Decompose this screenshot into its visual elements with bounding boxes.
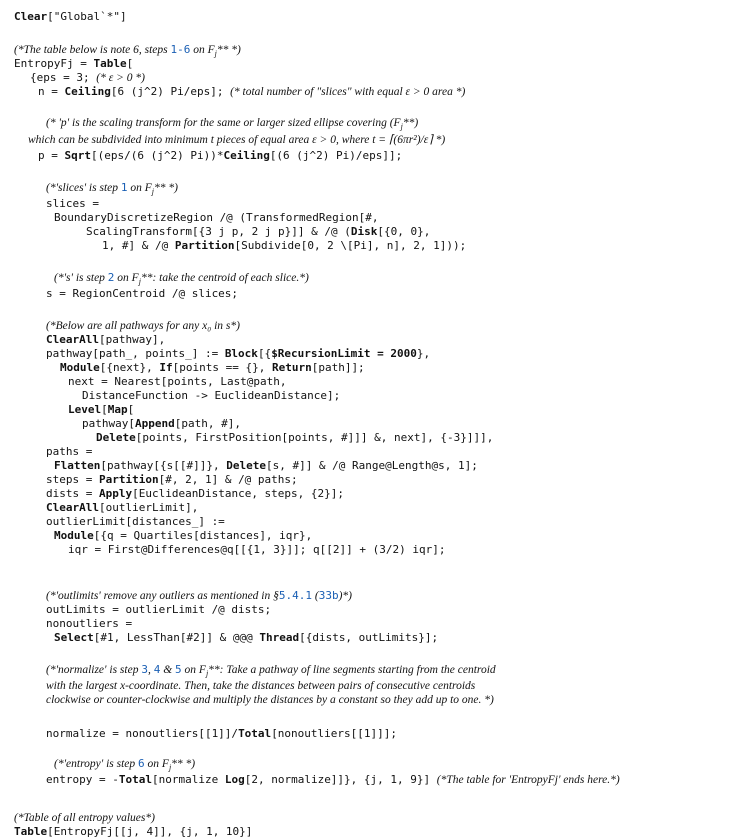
code-text: next = Nearest[points, Last@path,: [68, 375, 287, 388]
code-line: [96, 431, 493, 445]
code-text: [(eps/(6 (j^2) Pi))*: [91, 149, 224, 162]
code-line: [46, 333, 165, 347]
code-text: [points, FirstPosition[points, #]]] &, next], {-3}]]],: [135, 431, 494, 444]
code-comment: (* total number of "slices" with equal ε > 0 area *): [230, 86, 466, 98]
code-comment: on F: [144, 758, 169, 770]
cross-reference-link[interactable]: 3: [141, 663, 148, 676]
cross-reference-link[interactable]: 1-6: [170, 43, 191, 56]
subscript-index: j: [138, 277, 141, 287]
code-comment: ** *): [171, 758, 196, 770]
code-text: dists =: [46, 487, 99, 500]
code-line: [38, 149, 402, 163]
code-keyword: Table: [14, 825, 48, 838]
code-line: [46, 445, 92, 459]
code-keyword: = 2000: [370, 347, 417, 360]
code-line: [14, 825, 252, 839]
code-comment: (*The table below is note 6, steps: [14, 44, 171, 56]
code-line: [54, 631, 438, 645]
cross-reference-link[interactable]: 5: [175, 663, 182, 676]
cross-reference-link[interactable]: 2: [107, 271, 115, 284]
cross-reference-link[interactable]: 5.4.1: [278, 589, 312, 602]
code-keyword: Table: [93, 57, 127, 70]
code-line: [54, 271, 309, 285]
code-comment: on F: [190, 44, 215, 56]
code-keyword: Module: [54, 529, 94, 542]
code-text: [: [101, 403, 108, 416]
code-comment: **: Take a pathway of line segments starting from the centroid: [208, 664, 496, 676]
code-line: [82, 389, 340, 403]
code-comment: (*'outlimits' remove any outliers as mentioned in §: [46, 590, 279, 602]
code-text: [#, 2, 1] & /@ paths;: [158, 473, 298, 486]
code-keyword: Log: [224, 773, 245, 786]
code-line: [28, 133, 445, 147]
subscript-index: j: [151, 187, 155, 197]
code-line: [46, 116, 418, 130]
code-text: [points == {},: [172, 361, 272, 374]
code-text: [6 (j^2) Pi/eps];: [110, 85, 231, 98]
code-comment: on F: [181, 664, 206, 676]
code-comment: **: take the centroid of each slice.*): [140, 272, 309, 284]
subscript-index: j: [205, 669, 209, 679]
code-keyword: Sqrt: [64, 149, 91, 162]
code-line: [46, 679, 475, 693]
code-line: [46, 727, 397, 741]
code-line: [46, 347, 430, 361]
code-text: DistanceFunction -> EuclideanDistance];: [82, 389, 341, 402]
code-keyword: Ceiling: [223, 149, 270, 162]
code-keyword: Partition: [174, 239, 235, 252]
code-line: [14, 10, 127, 24]
code-keyword: Delete: [96, 431, 136, 444]
code-text: EntropyFj =: [14, 57, 94, 70]
code-text: entropy = -: [46, 773, 119, 786]
code-line: [54, 529, 312, 543]
code-keyword: Flatten: [54, 459, 101, 472]
code-text: slices =: [46, 197, 99, 210]
code-comment: (* ε > 0 *): [96, 72, 145, 84]
code-keyword: Clear: [14, 10, 48, 23]
code-line: [14, 811, 155, 825]
code-text: pathway[path_, points_] :=: [46, 347, 225, 360]
code-text: [path]];: [311, 361, 365, 374]
code-text: },: [416, 347, 431, 360]
code-line: [46, 617, 132, 631]
code-line: [46, 693, 494, 707]
code-text: [pathway],: [98, 333, 166, 346]
code-comment: (*The table for 'EntropyFj' ends here.*): [436, 774, 620, 786]
code-line: [30, 71, 145, 85]
code-comment: on F: [114, 272, 139, 284]
code-text: s = RegionCentroid /@ slices;: [46, 287, 239, 300]
code-keyword: Partition: [98, 473, 159, 486]
code-line: [14, 57, 133, 71]
code-comment: on F: [127, 182, 152, 194]
code-text: nonoutliers =: [46, 617, 133, 630]
code-comment: (*Below are all pathways for any x₀ in s*): [46, 320, 240, 332]
cross-reference-link[interactable]: 1: [120, 181, 128, 194]
code-comment: ** *): [216, 44, 241, 56]
code-text: ["Global`*"]: [47, 10, 127, 23]
code-keyword: Module: [60, 361, 100, 374]
code-keyword: Return: [271, 361, 312, 374]
subscript-index: j: [214, 49, 217, 59]
code-text: [pathway[{s[[#]]},: [100, 459, 227, 472]
code-text: [path, #],: [174, 417, 241, 430]
cross-reference-link[interactable]: 33b: [318, 589, 339, 602]
code-line: [46, 487, 344, 501]
code-line: [86, 225, 430, 239]
code-keyword: If: [159, 361, 173, 374]
code-keyword: Append: [134, 417, 175, 430]
code-text: ScalingTransform[{3 j p, 2 j p}]] & /@ (: [86, 225, 351, 238]
code-comment: (*Table of all entropy values*): [14, 812, 155, 824]
code-comment: (*'s' is step: [54, 272, 108, 284]
code-keyword: $RecursionLimit: [271, 347, 371, 360]
code-text: [EntropyFj[[j, 4]], {j, 1, 10}]: [47, 825, 253, 838]
code-text: steps =: [46, 473, 99, 486]
code-text: 1, #] & /@: [102, 239, 175, 252]
code-keyword: Delete: [226, 459, 266, 472]
code-text: iqr = First@Differences@q[[{1, 3}]]; q[[2]] + (3/2) iqr];: [68, 543, 446, 556]
code-line: [102, 239, 466, 253]
code-line: [46, 181, 178, 195]
code-text: BoundaryDiscretizeRegion /@ (TransformedRegion[#,: [54, 211, 379, 224]
code-line: [54, 757, 195, 771]
code-comment: &: [160, 664, 176, 676]
cross-reference-link[interactable]: 6: [138, 757, 145, 770]
code-comment: (*'slices' is step: [46, 182, 121, 194]
code-comment: (*'normalize' is step: [46, 664, 142, 676]
code-text: [{next},: [99, 361, 160, 374]
code-text: [EuclideanDistance, steps, {2}];: [132, 487, 345, 500]
code-text: normalize = nonoutliers[[1]]/: [46, 727, 239, 740]
code-text: [{q = Quartiles[distances], iqr},: [93, 529, 313, 542]
code-comment: clockwise or counter-clockwise and multiply the distances by a constant so they add up to one. *): [46, 694, 494, 706]
code-line: [46, 663, 496, 677]
code-keyword: Ceiling: [64, 85, 111, 98]
code-line: [46, 319, 240, 333]
code-line: [38, 85, 465, 99]
code-line: [68, 375, 287, 389]
code-line: [46, 515, 225, 529]
code-comment: (* 'p' is the scaling transform for the same or larger sized ellipse covering (F: [46, 117, 401, 129]
code-keyword: ClearAll: [46, 501, 99, 514]
code-text: [(6 (j^2) Pi)/eps]];: [269, 149, 403, 162]
code-keyword: Block: [224, 347, 258, 360]
code-text: outlierLimit[distances_] :=: [46, 515, 225, 528]
code-keyword: Select: [54, 631, 94, 644]
code-comment: **): [402, 117, 419, 129]
code-text: [{: [257, 347, 272, 360]
code-keyword: ClearAll: [46, 333, 99, 346]
code-comment: with the largest x-coordinate. Then, take the distances between pairs of consecutive centroids: [46, 680, 476, 692]
code-line: [54, 459, 478, 473]
code-keyword: Total: [238, 727, 272, 740]
code-text: [s, #]] & /@ Range@Length@s, 1];: [265, 459, 478, 472]
subscript-index: j: [168, 763, 172, 773]
code-line: [60, 361, 365, 375]
code-text: [Subdivide[0, 2 \[Pi], n], 2, 1]));: [234, 239, 467, 252]
code-line: [46, 773, 620, 787]
code-line: [46, 501, 198, 515]
code-line: [46, 603, 271, 617]
code-text: p =: [38, 149, 65, 162]
code-line: [54, 211, 379, 225]
code-comment: ** *): [154, 182, 178, 194]
code-text: [normalize: [151, 773, 225, 786]
code-text: outLimits = outlierLimit /@ dists;: [46, 603, 272, 616]
code-line: [46, 589, 352, 603]
code-keyword: Map: [107, 403, 128, 416]
code-keyword: Level: [68, 403, 102, 416]
code-text: [outlierLimit],: [98, 501, 199, 514]
code-text: [{0, 0},: [377, 225, 431, 238]
code-text: n =: [38, 85, 65, 98]
code-text: {eps = 3;: [30, 71, 97, 84]
code-line: [46, 197, 99, 211]
code-keyword: Total: [118, 773, 152, 786]
code-line: [46, 473, 298, 487]
code-text: [: [127, 403, 135, 416]
code-line: [68, 403, 134, 417]
code-keyword: Apply: [98, 487, 133, 500]
code-comment: (*'entropy' is step: [54, 758, 139, 770]
code-comment: which can be subdivided into minimum t pieces of equal area ε > 0, where t = ⌈(6πr²)/ε⌉ *): [28, 134, 446, 146]
code-text: [nonoutliers[[1]]];: [271, 727, 398, 740]
code-text: [2, normalize]]}, {j, 1, 9}]: [244, 773, 437, 786]
cross-reference-link[interactable]: 4: [153, 663, 161, 676]
code-comment: ,: [147, 664, 154, 676]
code-text: paths =: [46, 445, 93, 458]
code-keyword: Thread: [259, 631, 300, 644]
code-line: [46, 287, 238, 301]
code-text: [{dists, outLimits}];: [299, 631, 439, 644]
code-comment: )*): [338, 590, 353, 602]
subscript-index: j: [400, 122, 403, 132]
code-text: pathway[: [82, 417, 135, 430]
code-comment: (: [312, 590, 319, 602]
code-line: [82, 417, 241, 431]
code-keyword: Disk: [350, 225, 378, 238]
code-line: [14, 43, 241, 57]
code-line: [68, 543, 446, 557]
code-text: [: [126, 57, 134, 70]
code-text: [#1, LessThan[#2]] & @@@: [93, 631, 260, 644]
